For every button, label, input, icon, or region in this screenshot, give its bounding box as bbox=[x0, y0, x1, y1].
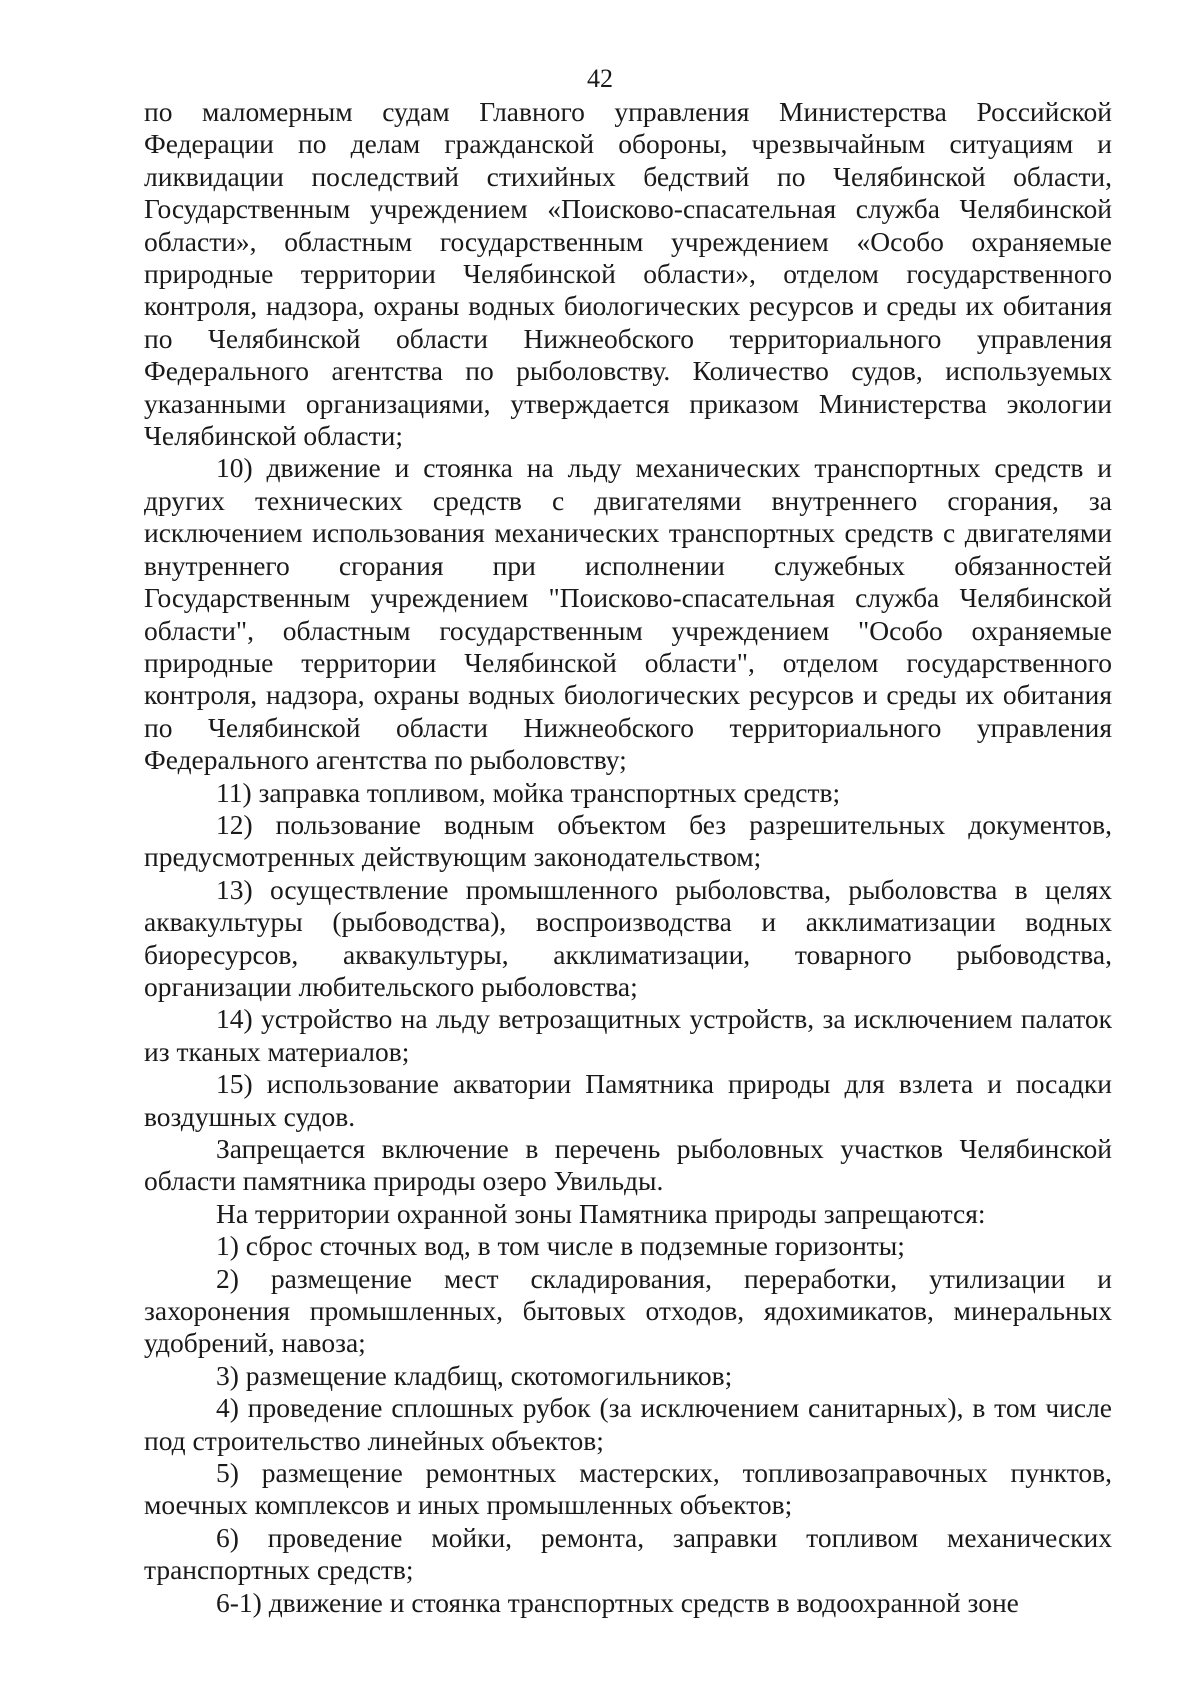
paragraph: 6) проведение мойки, ремонта, заправки топливом механических транспортных средств; bbox=[144, 1521, 1112, 1586]
paragraph: 3) размещение кладбищ, скотомогильников; bbox=[216, 1359, 733, 1391]
paragraph: 1) сброс сточных вод, в том числе в подземные горизонты; bbox=[216, 1230, 905, 1262]
paragraph: 2) размещение мест складирования, переработки, утилизации и захоронения промышленных, бытовых отходов, ядохимикатов, минеральных удобрений, навоза; bbox=[144, 1262, 1112, 1359]
paragraph: 12) пользование водным объектом без разрешительных документов, предусмотренных действующим законодательством; bbox=[144, 808, 1112, 873]
paragraph: 5) размещение ремонтных мастерских, топливозаправочных пунктов, моечных комплексов и иных промышленных объектов; bbox=[144, 1457, 1112, 1521]
paragraph: На территории охранной зоны Памятника природы запрещаются: bbox=[216, 1197, 986, 1229]
page-number: 42 bbox=[587, 64, 613, 93]
paragraph: 11) заправка топливом, мойка транспортных средств; bbox=[216, 776, 841, 808]
paragraph: 4) проведение сплошных рубок (за исключением санитарных), в том числе под строительство линейных объектов; bbox=[144, 1392, 1112, 1456]
paragraph: 6-1) движение и стоянка транспортных средств в водоохранной зоне bbox=[216, 1586, 1019, 1618]
paragraph: 14) устройство на льду ветрозащитных устройств, за исключением палаток из тканых материалов; bbox=[144, 1003, 1112, 1067]
paragraph: 15) использование акватории Памятника природы для взлета и посадки воздушных судов. bbox=[144, 1068, 1112, 1132]
paragraph: 10) движение и стоянка на льду механических транспортных средств и других технических средств с двигателями внутреннего сгорания, за исключением использования механических транспортных средств с двигателями внутреннего сгорания при исполнении служебных обязанностей Государственным учреждением "Поисково-спасательная служба Челябинской области", областным государственным учреждением "Особо охраняемые природные территории Челябинской области", отделом государственного контроля, надзора, охраны водных биологических ресурсов и среды их обитания по Челябинской области Нижнеобского территориального управления Федерального агентства по рыболовству; bbox=[144, 452, 1112, 776]
document-body bbox=[144, 96, 1112, 1619]
paragraph: 13) осуществление промышленного рыболовства, рыболовства в целях аквакультуры (рыбоводства), воспроизводства и акклиматизации водных биоресурсов, аквакультуры, акклиматизации, товарного рыбоводства, организации любительского рыболовства; bbox=[144, 873, 1112, 1002]
paragraph: по маломерным судам Главного управления Министерства Российской Федерации по делам гражданской обороны, чрезвычайным ситуациям и ликвидации последствий стихийных бедствий по Челябинской области, Государственным учреждением «Поисково-спасательная служба Челябинской области», областным государственным учреждением «Особо охраняемые природные территории Челябинской области», отделом государственного контроля, надзора, охраны водных биологических ресурсов и среды их обитания по Челябинской области Нижнеобского территориального управления Федерального агентства по рыболовству. Количество судов, используемых указанными организациями, утверждается приказом Министерства экологии Челябинской области; bbox=[144, 96, 1112, 452]
paragraph: Запрещается включение в перечень рыболовных участков Челябинской области памятника природы озеро Увильды. bbox=[144, 1133, 1112, 1197]
